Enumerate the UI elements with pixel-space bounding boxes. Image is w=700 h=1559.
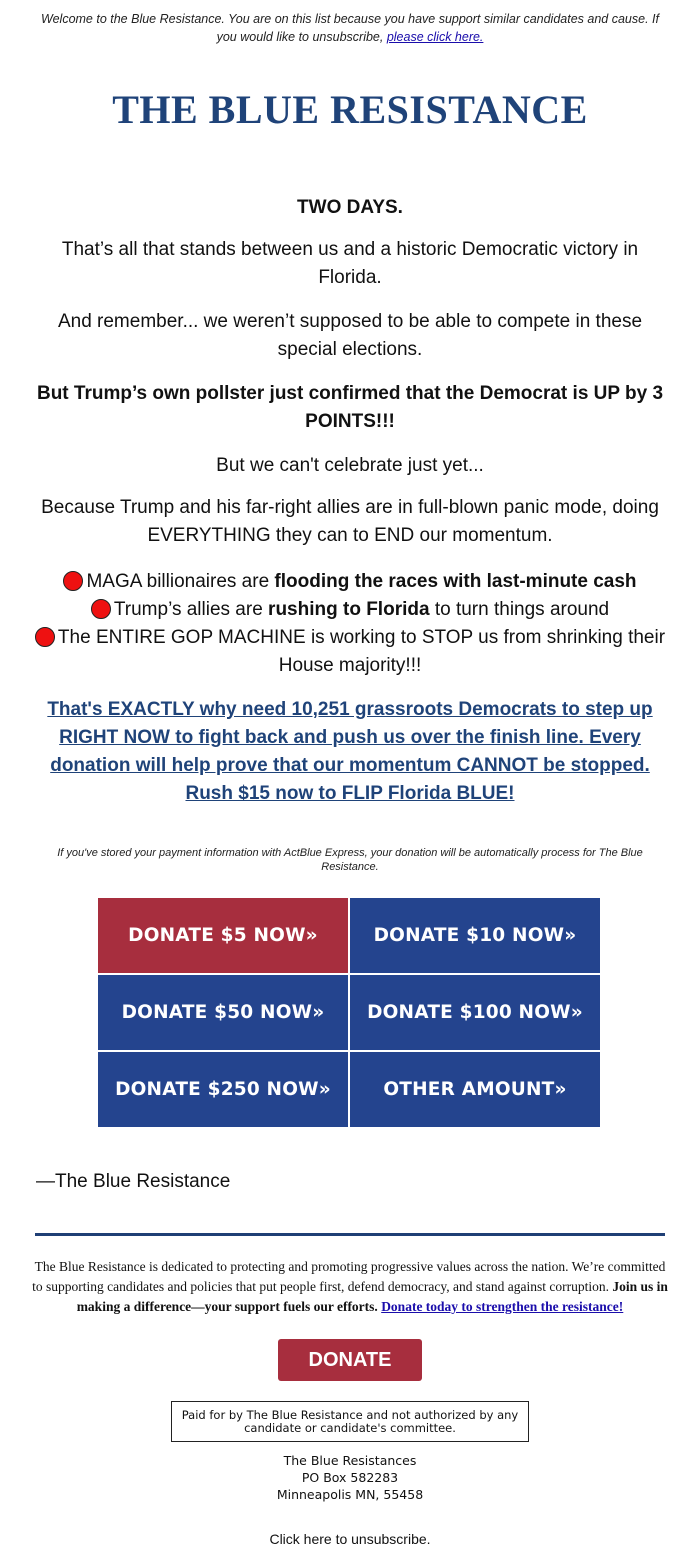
donate-cta-link[interactable]: That's EXACTLY why need 10,251 grassroots Democrats to step up RIGHT NOW to fight back and push us over the finish line. Every donation will help prove that our momentum CANNOT be stopped. Rush $15 now to FLIP Florida BLUE! [47, 699, 653, 804]
paragraph-1: That’s all that stands between us and a historic Democratic victory in Florida. [61, 239, 639, 288]
red-circle-icon [91, 599, 111, 619]
address-line-2: PO Box 582283 [301, 1470, 399, 1485]
red-circle-icon [35, 627, 55, 647]
donate-button[interactable]: DONATE [278, 1339, 422, 1381]
donate-button-grid [98, 898, 602, 1127]
actblue-express-note: If you've stored your payment information with ActBlue Express, your donation will be automatically process for The Blue Resistance. [57, 847, 643, 873]
donate-today-link[interactable]: Donate today to strengthen the resistance! [381, 1299, 624, 1314]
paragraph-3: But Trump’s own pollster just confirmed that the Democrat is UP by 3 POINTS!!! [36, 383, 664, 432]
mailing-address [0, 1452, 700, 1503]
unsubscribe-link-top[interactable]: please click here. [386, 30, 484, 44]
paragraph-2: And remember... we weren’t supposed to be able to compete in these special elections. [57, 311, 643, 360]
preheader [0, 0, 700, 46]
paragraph-5: Because Trump and his far-right allies are in full-blown panic mode, doing EVERYTHING they can to END our momentum. [41, 497, 659, 546]
headline: TWO DAYS. [297, 197, 403, 218]
unsubscribe-link-bottom[interactable]: Click here to unsubscribe. [269, 1531, 431, 1547]
signature: —The Blue Resistance [36, 1171, 231, 1192]
other-amount-button[interactable]: OTHER AMOUNT» [350, 1052, 600, 1127]
bullet-item: Trump’s allies are rushing to Florida to turn things around [91, 599, 609, 620]
donate-100-button[interactable]: DONATE $100 NOW» [350, 975, 600, 1050]
donate-50-button[interactable]: DONATE $50 NOW» [98, 975, 348, 1050]
donate-10-button[interactable]: DONATE $10 NOW» [350, 898, 600, 973]
paragraph-4: But we can't celebrate just yet... [216, 455, 484, 476]
donate-250-button[interactable]: DONATE $250 NOW» [98, 1052, 348, 1127]
red-circle-icon [63, 571, 83, 591]
address-line-3: Minneapolis MN, 55458 [276, 1487, 424, 1502]
about-text: The Blue Resistance is dedicated to protecting and promoting progressive values across the nation. We’re committed to supporting candidates and policies that put people first, defend democracy, and stand against corruption. Join us in making a difference—your support fuels our efforts. Donate today to strengthen the resistance! [32, 1259, 668, 1314]
donate-5-button[interactable]: DONATE $5 NOW» [98, 898, 348, 973]
bullet-item: The ENTIRE GOP MACHINE is working to STOP us from shrinking their House majority!!! [35, 627, 665, 676]
bullet-item: MAGA billionaires are flooding the races with last-minute cash [63, 571, 636, 592]
bullet-list [30, 568, 670, 680]
preheader-text: Welcome to the Blue Resistance. You are on this list because you have support similar candidates and cause. If you would like to unsubscribe, [41, 12, 659, 44]
brand-logo: THE BLUE RESISTANCE [112, 87, 588, 132]
footer-divider [35, 1233, 665, 1236]
email-body [0, 194, 700, 808]
address-line-1: The Blue Resistances [283, 1453, 417, 1468]
paid-for-disclaimer: Paid for by The Blue Resistance and not authorized by any candidate or candidate's committee. [171, 1401, 529, 1442]
